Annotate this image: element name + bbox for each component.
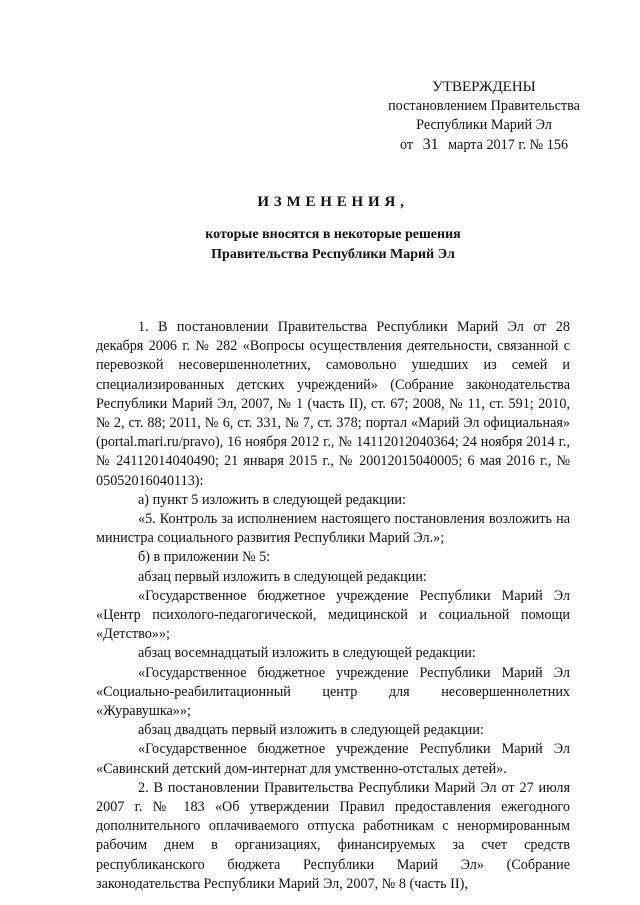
document-title: ИЗМЕНЕНИЯ, bbox=[257, 194, 409, 210]
paragraph-9: абзац двадцать первый изложить в следующей редакции: bbox=[138, 722, 484, 739]
approval-date-prefix: от bbox=[399, 137, 414, 153]
paragraph-8: «Государственное бюджетное учреждение Республики Марий Эл «Социально-реабилитационный центр для несовершеннолетних «Журавушка»»; bbox=[96, 664, 570, 720]
approval-date-day: 31 bbox=[422, 136, 439, 153]
subtitle-line-1: которые вносятся в некоторые решения bbox=[205, 227, 461, 242]
paragraph-7: абзац восемнадцатый изложить в следующей редакции: bbox=[138, 645, 476, 662]
paragraph-2: а) пункт 5 изложить в следующей редакции: bbox=[138, 491, 406, 508]
approval-date-suffix: марта 2017 г. № 156 bbox=[448, 137, 569, 153]
paragraph-1: 1. В постановлении Правительства Республики Марий Эл от 28 декабря 2006 г. № 282 «Вопросы осуществления деятельности, связанной с перевозкой несовершеннолетних, самовольно ушедших из семей и специализированных детских учреждений» (Собрание законодательства Республики Марий Эл, 2007, № 1 (часть II), ст. 67; 2008, № 11, ст. 591; 2010, № 2, ст. 88; 2011, № 6, ст. 331, № 7, ст. 378; портал «Марий Эл официальная» (portal.mari.ru/pravo), 16 ноября 2012 г., № 14112012040364; 24 ноября 2014 г., № 24112014040490; 21 января 2015 г., № 20012015040005; 6 мая 2016 г., № 05052016040113): bbox=[96, 319, 570, 489]
approval-stamp bbox=[364, 78, 604, 155]
document-subtitle bbox=[96, 225, 570, 265]
paragraph-5: абзац первый изложить в следующей редакции: bbox=[138, 568, 427, 585]
approval-line-2: Республики Марий Эл bbox=[416, 117, 552, 133]
subtitle-line-2: Правительства Республики Марий Эл bbox=[211, 247, 455, 262]
approval-date bbox=[364, 135, 604, 155]
paragraph-4: б) в приложении № 5: bbox=[138, 549, 271, 566]
paragraph-11: 2. В постановлении Правительства Республики Марий Эл от 27 июля 2007 г. № 183 «Об утверждении Правил предоставления ежегодного дополнительного оплачиваемого отпуска работникам с ненормированным рабочим днем в организациях, финансируемых за счет средств республиканского бюджета Республики Марий Эл» (Собрание законодательства Республики Марий Эл, 2007, № 8 (часть II), bbox=[96, 779, 570, 892]
approval-line-1: постановлением Правительства bbox=[388, 98, 580, 114]
paragraph-6: «Государственное бюджетное учреждение Республики Марий Эл «Центр психолого-педагогической, медицинской и социальной помощи «Детство»»; bbox=[96, 587, 570, 643]
paragraph-10: «Государственное бюджетное учреждение Республики Марий Эл «Савинский детский дом-интернат для умственно-отсталых детей». bbox=[96, 741, 570, 777]
document-body bbox=[96, 318, 570, 894]
approval-heading: УТВЕРЖДЕНЫ bbox=[432, 79, 536, 95]
paragraph-3: «5. Контроль за исполнением настоящего постановления возложить на министра социального развития Республики Марий Эл.»; bbox=[96, 511, 570, 547]
